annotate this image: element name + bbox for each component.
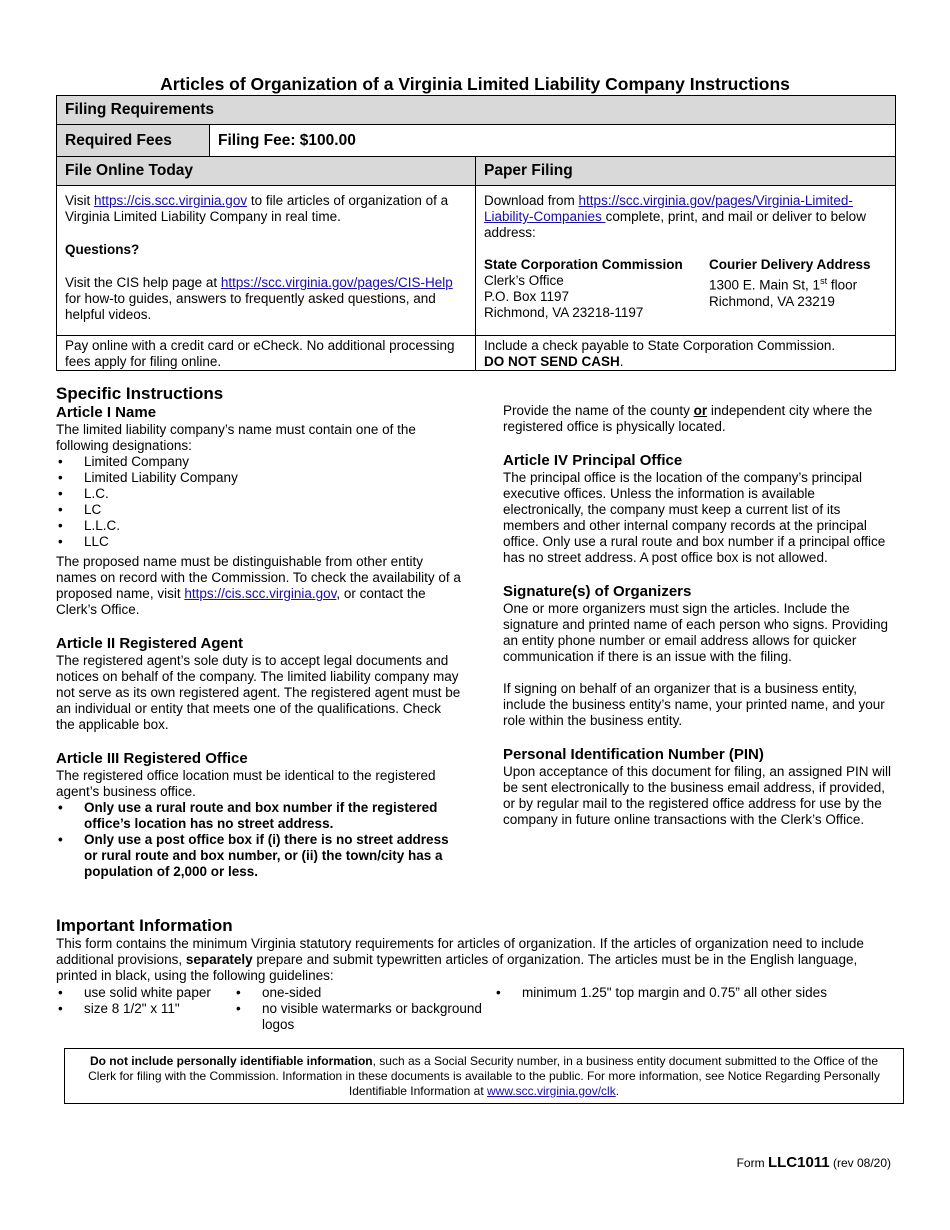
courier-line: 1300 E. Main St, 1st floor [709, 276, 858, 293]
important-information [56, 916, 901, 1033]
list-item: • use solid white paper [56, 985, 234, 1001]
pin-title: Personal Identification Number (PIN) [503, 746, 764, 763]
online-payment-note: Pay online with a credit card or eCheck. No additional processing fees apply for filing online. [57, 336, 476, 371]
pii-notice-box: Do not include personally identifiable information, such as a Social Security number, in a business entity document submitted to the Office of the Clerk for filing with the Commission. Information in these documents is available to the public. For more information, see Notice Regarding Personally Identifiable Information at www.scc.virginia.gov/clk. [64, 1048, 904, 1104]
list-item: • LC [56, 502, 461, 518]
county-text: Provide the name of the county or independent city where the registered office is physically located. [503, 403, 873, 434]
article-1-note: The proposed name must be distinguishable from other entity names on record with the Commission. To check the availability of a proposed name, visit https://cis.scc.virginia.gov, or contact the Clerk’s Office. [56, 554, 461, 617]
list-item: • L.C. [56, 486, 461, 502]
specific-instructions-heading: Specific Instructions [56, 384, 224, 403]
signatures-body-2: If signing on behalf of an organizer that is a business entity, include the business entity’s name, your printed name, and your role within the business entity. [503, 681, 885, 728]
article-3-title: Article III Registered Office [56, 750, 248, 767]
list-item: • no visible watermarks or background logos [234, 1001, 494, 1033]
paper-filing-body [476, 186, 896, 336]
cis-help-link[interactable]: https://scc.virginia.gov/pages/CIS-Help [220, 275, 453, 290]
article-3-body: The registered office location must be identical to the registered agent’s business office. [56, 768, 436, 799]
paper-guidelines [56, 985, 901, 1033]
form-number: Form LLC1011 (rev 08/20) [736, 1154, 891, 1171]
signatures-title: Signature(s) of Organizers [503, 583, 692, 600]
required-fees-label: Required Fees [57, 125, 210, 157]
mail-title: State Corporation Commission [484, 257, 683, 272]
courier-address [709, 257, 871, 321]
online-visit-text: Visit https://cis.scc.virginia.gov to file articles of organization of a Virginia Limited Liability Company in real time. [65, 193, 449, 224]
important-heading: Important Information [56, 916, 233, 935]
article-4-title: Article IV Principal Office [503, 452, 683, 469]
online-help-text: Visit the CIS help page at https://scc.virginia.gov/pages/CIS-Help for how-to guides, answers to frequently asked questions, and helpful videos. [65, 275, 453, 322]
instructions-left-column [56, 384, 461, 880]
list-item: • Limited Company [56, 454, 461, 470]
mail-line: Richmond, VA 23218-1197 [484, 305, 644, 320]
signatures-body-1: One or more organizers must sign the articles. Include the signature and printed name of each person who signs. Providing an entity phone number or email address allows for quicker communication if there is an issue with the filing. [503, 601, 888, 664]
article-3-rules [56, 800, 461, 880]
clerk-link[interactable]: www.scc.virginia.gov/clk [487, 1084, 616, 1098]
article-2-body: The registered agent’s sole duty is to accept legal documents and notices on behalf of the company. The limited liability company may not serve as its own registered agent. The registered agent must be an individual or entity that meets one of the qualifications. Check the applicable box. [56, 653, 461, 732]
list-item: • size 8 1/2" x 11" [56, 1001, 234, 1017]
guideline-list [56, 985, 234, 1033]
courier-title: Courier Delivery Address [709, 257, 871, 272]
important-body: This form contains the minimum Virginia statutory requirements for articles of organization. If the articles of organization need to include additional provisions, separately prepare and submit typewritten articles of organization. The articles must be in the English language, printed in black, using the following guidelines: [56, 936, 864, 983]
pin-body: Upon acceptance of this document for filing, an assigned PIN will be sent electronically to the business email address, if provided, or by regular mail to the registered office address for use by the company in future online transactions with the Clerk’s Office. [503, 764, 891, 827]
paper-filing-header: Paper Filing [476, 157, 896, 186]
guideline-list [234, 985, 494, 1033]
page-title: Articles of Organization of a Virginia Limited Liability Company Instructions [160, 74, 790, 94]
llc-forms-link[interactable]: https://scc.virginia.gov/pages/Virginia-Limited-Liability-Companies [484, 193, 853, 224]
list-item: • minimum 1.25" top margin and 0.75” all other sides [494, 985, 834, 1001]
article-4-body: The principal office is the location of the company’s principal executive offices. Unless the information is available electronically, the company must keep a current list of its members and other internal company records at the principal office. Only use a rural route and box number if a principal office has no street address. A post office box is not allowed. [503, 470, 886, 565]
mail-line: Clerk’s Office [484, 273, 564, 288]
cis-link[interactable]: https://cis.scc.virginia.gov [94, 193, 248, 208]
list-item: • Only use a post office box if (i) there is no street address or rural route and box number, or (ii) the town/city has a population of 2,000 or less. [56, 832, 461, 880]
mailing-address [484, 257, 709, 321]
instructions-right-column [503, 403, 898, 828]
list-item: • Limited Liability Company [56, 470, 461, 486]
paper-payment-note: Include a check payable to State Corporation Commission. DO NOT SEND CASH. [476, 336, 896, 371]
filing-fee-value: Filing Fee: $100.00 [210, 125, 896, 157]
list-item: • L.L.C. [56, 518, 461, 534]
questions-label: Questions? [65, 242, 140, 257]
list-item: • one-sided [234, 985, 494, 1001]
designation-list [56, 454, 461, 550]
address-grid [484, 257, 887, 321]
article-1-title: Article I Name [56, 404, 157, 421]
file-online-body [57, 186, 476, 336]
file-online-header: File Online Today [57, 157, 476, 186]
mail-line: P.O. Box 1197 [484, 289, 570, 304]
filing-requirements-label: Filing Requirements [57, 96, 896, 125]
name-check-link[interactable]: https://cis.scc.virginia.gov [184, 586, 337, 601]
article-1-intro: The limited liability company’s name must contain one of the following designations: [56, 422, 416, 453]
filing-requirements-table [56, 95, 896, 371]
courier-line: Richmond, VA 23219 [709, 293, 835, 309]
paper-download-text: Download from https://scc.virginia.gov/pages/Virginia-Limited-Liability-Companies complete, print, and mail or deliver to below address: [484, 193, 866, 240]
article-2-title: Article II Registered Agent [56, 635, 243, 652]
list-item: • LLC [56, 534, 461, 550]
guideline-list [494, 985, 834, 1033]
list-item: • Only use a rural route and box number if the registered office’s location has no street address. [56, 800, 461, 832]
